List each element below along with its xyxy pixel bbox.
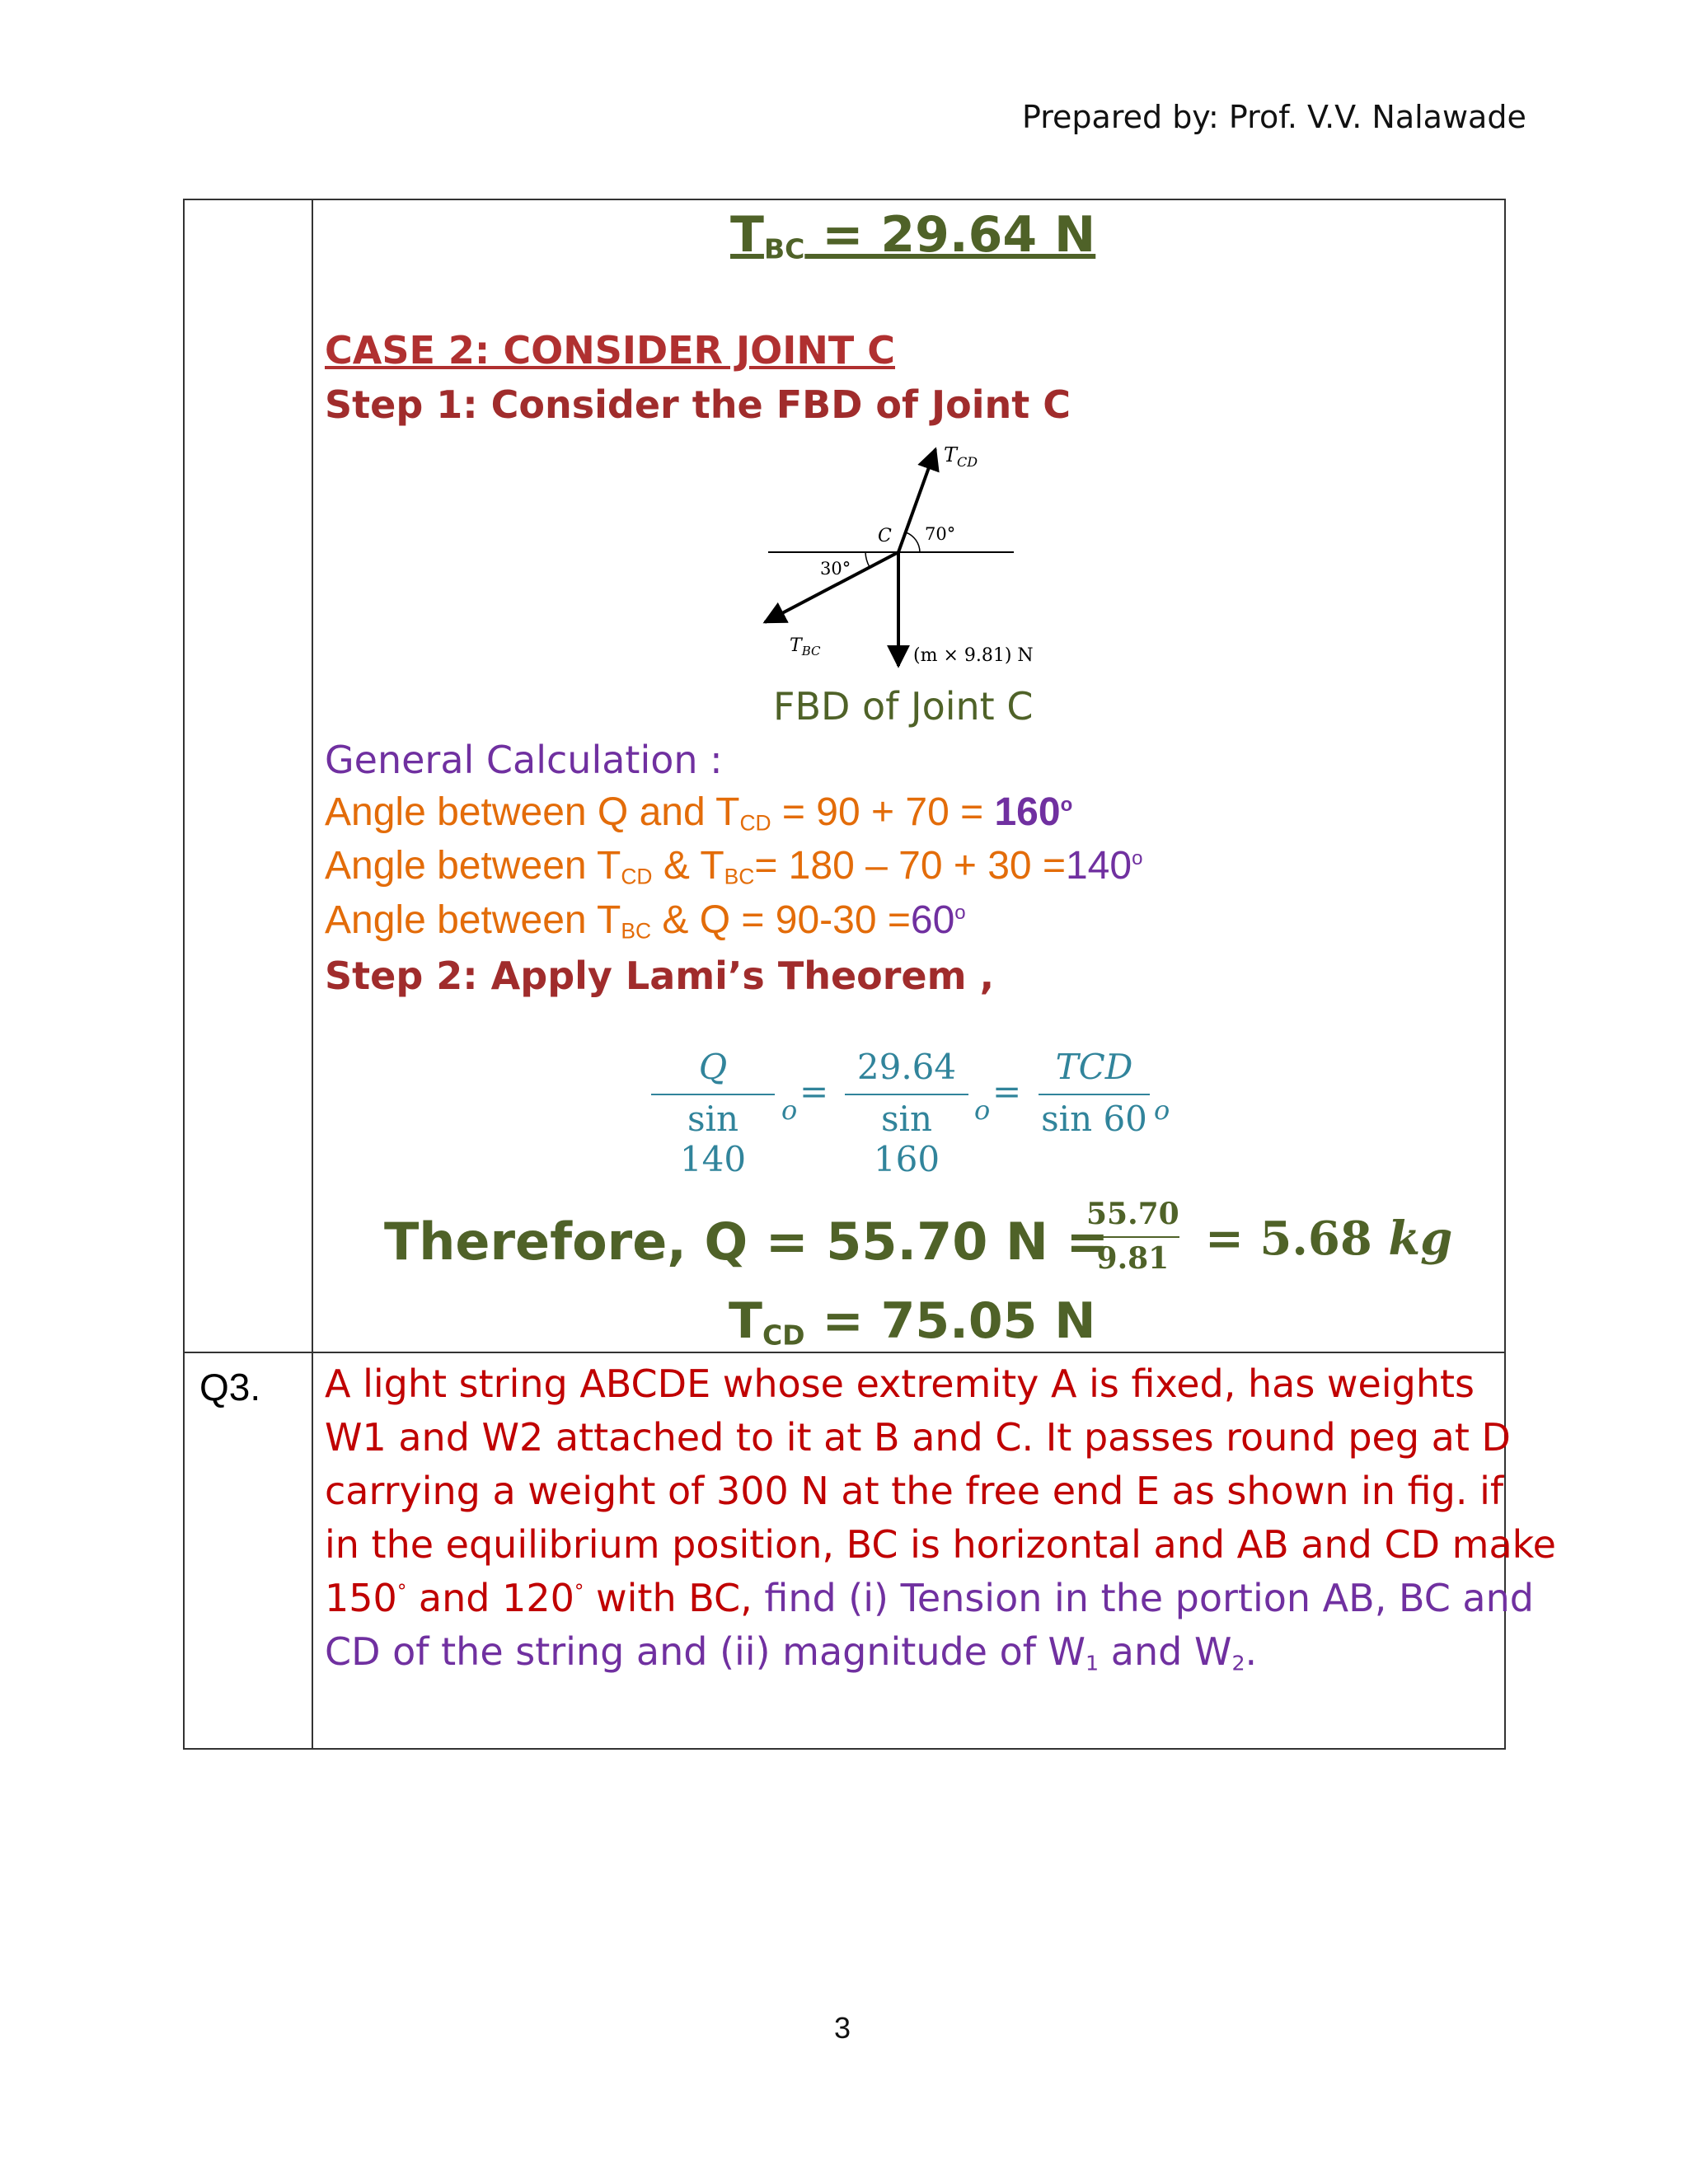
angle-tbc-q: Angle between $T_{BC}$ & $Q = 90-30 =60^o$ bbox=[325, 898, 966, 944]
question-line-3: carrying a weight of 300 N at the free end E as shown in fig. if bbox=[325, 1469, 1504, 1513]
question-number: Q3. bbox=[199, 1366, 261, 1408]
page-number: 3 bbox=[834, 2011, 851, 2045]
lami-degree-3: o bbox=[1154, 1094, 1170, 1126]
lami-equals-1: = bbox=[799, 1071, 829, 1112]
fbd-label-tcd: $T_{CD}$ bbox=[944, 445, 978, 470]
fbd-label-c: C bbox=[878, 526, 892, 546]
lami-fraction-3: TCD sin 60 bbox=[1039, 1047, 1150, 1139]
question-line-5: 150° and 120° with BC, find (i) Tension in the portion AB, BC and bbox=[325, 1576, 1534, 1620]
lami-fraction-1: $\frac{Q}{\sin 140}$ bbox=[651, 1047, 775, 1179]
result-tcd: $T_{CD} = 75.05$ N bbox=[729, 1292, 1096, 1352]
question-line-4: in the equilibrium position, BC is horizontal and AB and CD make bbox=[325, 1522, 1556, 1567]
page-header: Prepared by: Prof. V.V. Nalawade bbox=[1022, 99, 1526, 135]
mass-result: = 5.68 kg bbox=[1205, 1212, 1453, 1266]
step-2-heading: Step 2: Apply Lami’s Theorem , bbox=[325, 954, 995, 998]
table-row-divider bbox=[185, 1352, 1504, 1353]
table-column-divider bbox=[312, 200, 313, 1748]
lami-fraction-2: $\frac{29.64}{\sin 160}$ bbox=[845, 1047, 968, 1179]
general-calculation-heading: General Calculation : bbox=[325, 738, 723, 782]
angle-arc-70 bbox=[906, 532, 920, 552]
case-title: CASE 2: CONSIDER JOINT C bbox=[325, 328, 895, 373]
lami-degree-2: o bbox=[974, 1094, 991, 1126]
lami-equals-2: = bbox=[992, 1071, 1022, 1112]
question-line-6: CD of the string and (ii) magnitude of $W_1$ and $W_2$. bbox=[325, 1629, 1258, 1675]
question-line-1: A light string ABCDE whose extremity A is fixed, has weights bbox=[325, 1361, 1475, 1406]
step-1-heading: Step 1: Consider the FBD of Joint C bbox=[325, 382, 1071, 427]
mass-fraction: $\frac{55.70}{9.81}$ bbox=[1086, 1197, 1179, 1276]
fbd-joint-c-diagram bbox=[758, 445, 1039, 676]
fbd-label-30: 30° bbox=[820, 559, 851, 579]
fbd-label-70: 70° bbox=[925, 524, 956, 544]
fbd-label-load: (m × 9.81) N bbox=[913, 645, 1034, 666]
lami-degree-1: o bbox=[781, 1094, 798, 1126]
lami-equation bbox=[651, 1047, 1179, 1179]
therefore-result: Therefore, Q = 55.70 N = bbox=[384, 1212, 1109, 1272]
result-tbc: $T_{BC} = 29.64$ N bbox=[730, 206, 1096, 265]
fbd-label-tbc: $T_{BC}$ bbox=[790, 635, 821, 658]
fbd-caption: FBD of Joint C bbox=[773, 684, 1034, 729]
angle-tcd-tbc: Angle between $T_{CD}$ & $T_{BC}= 180 - 70 + 30 =140^o$ bbox=[325, 844, 1143, 889]
angle-q-tcd: Angle between Q and $T_{CD} = 90 + 70 = 160^o$ bbox=[325, 790, 1073, 836]
angle-arc-30 bbox=[865, 552, 870, 567]
question-line-2: W1 and W2 attached to it at B and C. It passes round peg at D bbox=[325, 1415, 1511, 1460]
